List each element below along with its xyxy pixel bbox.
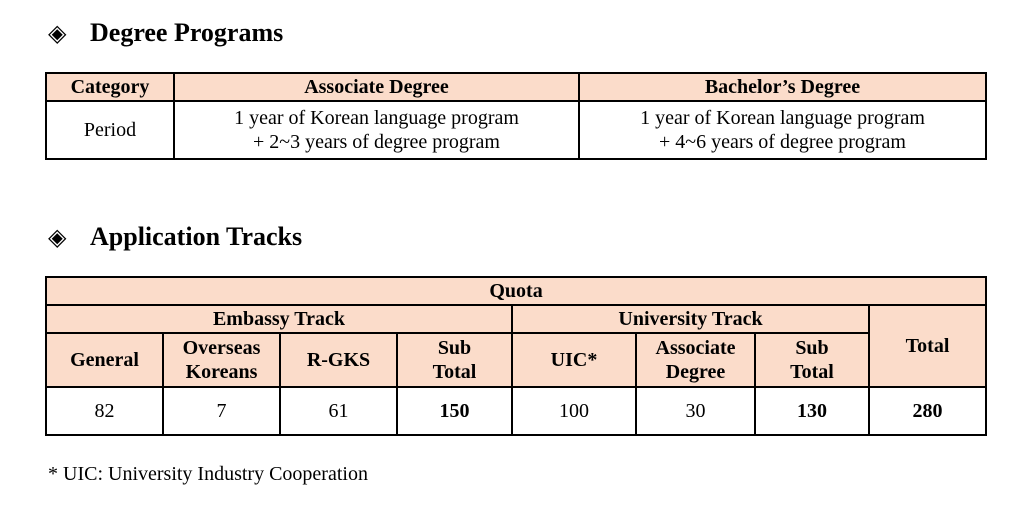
value-general: 82	[46, 387, 163, 435]
header-university-track: University Track	[512, 305, 869, 333]
header-university-sub-line-2: Total	[790, 361, 834, 383]
degree-programs-title	[48, 18, 283, 49]
header-general: General	[46, 333, 163, 387]
table-row	[46, 387, 986, 435]
quota-header-row	[46, 277, 986, 305]
header-embassy-track: Embassy Track	[46, 305, 512, 333]
diamond-bullet-icon: ◈	[48, 21, 67, 47]
header-associate-line-1: Associate	[655, 337, 736, 359]
header-associate-degree-track	[636, 333, 755, 387]
uic-footnote: * UIC: University Industry Cooperation	[48, 463, 368, 485]
application-tracks-heading: Application Tracks	[90, 222, 303, 251]
application-tracks-table	[45, 276, 987, 436]
associate-period-line-1: 1 year of Korean language program	[234, 107, 519, 129]
header-embassy-sub-line-1: Sub	[437, 337, 472, 359]
header-overseas-line-1: Overseas	[182, 337, 261, 359]
application-tracks-title	[48, 222, 302, 253]
track-header-row	[46, 305, 986, 333]
header-university-sub-total	[755, 333, 869, 387]
table-header-row	[46, 73, 986, 101]
header-associate-degree: Associate Degree	[174, 73, 579, 101]
value-embassy-sub-total: 150	[397, 387, 512, 435]
header-overseas-koreans	[163, 333, 280, 387]
header-r-gks: R-GKS	[280, 333, 397, 387]
header-quota: Quota	[46, 277, 986, 305]
header-embassy-sub-line-2: Total	[432, 361, 477, 383]
header-embassy-sub-total	[397, 333, 512, 387]
table-row	[46, 101, 986, 159]
column-header-row	[46, 333, 986, 387]
value-university-sub-total: 130	[755, 387, 869, 435]
header-associate-line-2: Degree	[665, 361, 726, 383]
bachelor-period-cell	[579, 101, 986, 159]
value-r-gks: 61	[280, 387, 397, 435]
header-category: Category	[46, 73, 174, 101]
header-uic: UIC*	[512, 333, 636, 387]
row-label-period: Period	[46, 101, 174, 159]
header-university-sub-line-1: Sub	[795, 337, 829, 359]
bachelor-period-line-1: 1 year of Korean language program	[640, 107, 925, 129]
header-overseas-line-2: Koreans	[185, 361, 258, 383]
diamond-bullet-icon: ◈	[48, 225, 67, 251]
associate-period-cell	[174, 101, 579, 159]
degree-programs-table	[45, 72, 987, 160]
value-total: 280	[869, 387, 986, 435]
value-associate-degree: 30	[636, 387, 755, 435]
value-uic: 100	[512, 387, 636, 435]
value-overseas-koreans: 7	[163, 387, 280, 435]
header-total: Total	[869, 305, 986, 387]
degree-programs-heading: Degree Programs	[90, 18, 284, 47]
header-bachelors-degree: Bachelor’s Degree	[579, 73, 986, 101]
bachelor-period-line-2: + 4~6 years of degree program	[658, 131, 906, 153]
associate-period-line-2: + 2~3 years of degree program	[252, 131, 500, 153]
